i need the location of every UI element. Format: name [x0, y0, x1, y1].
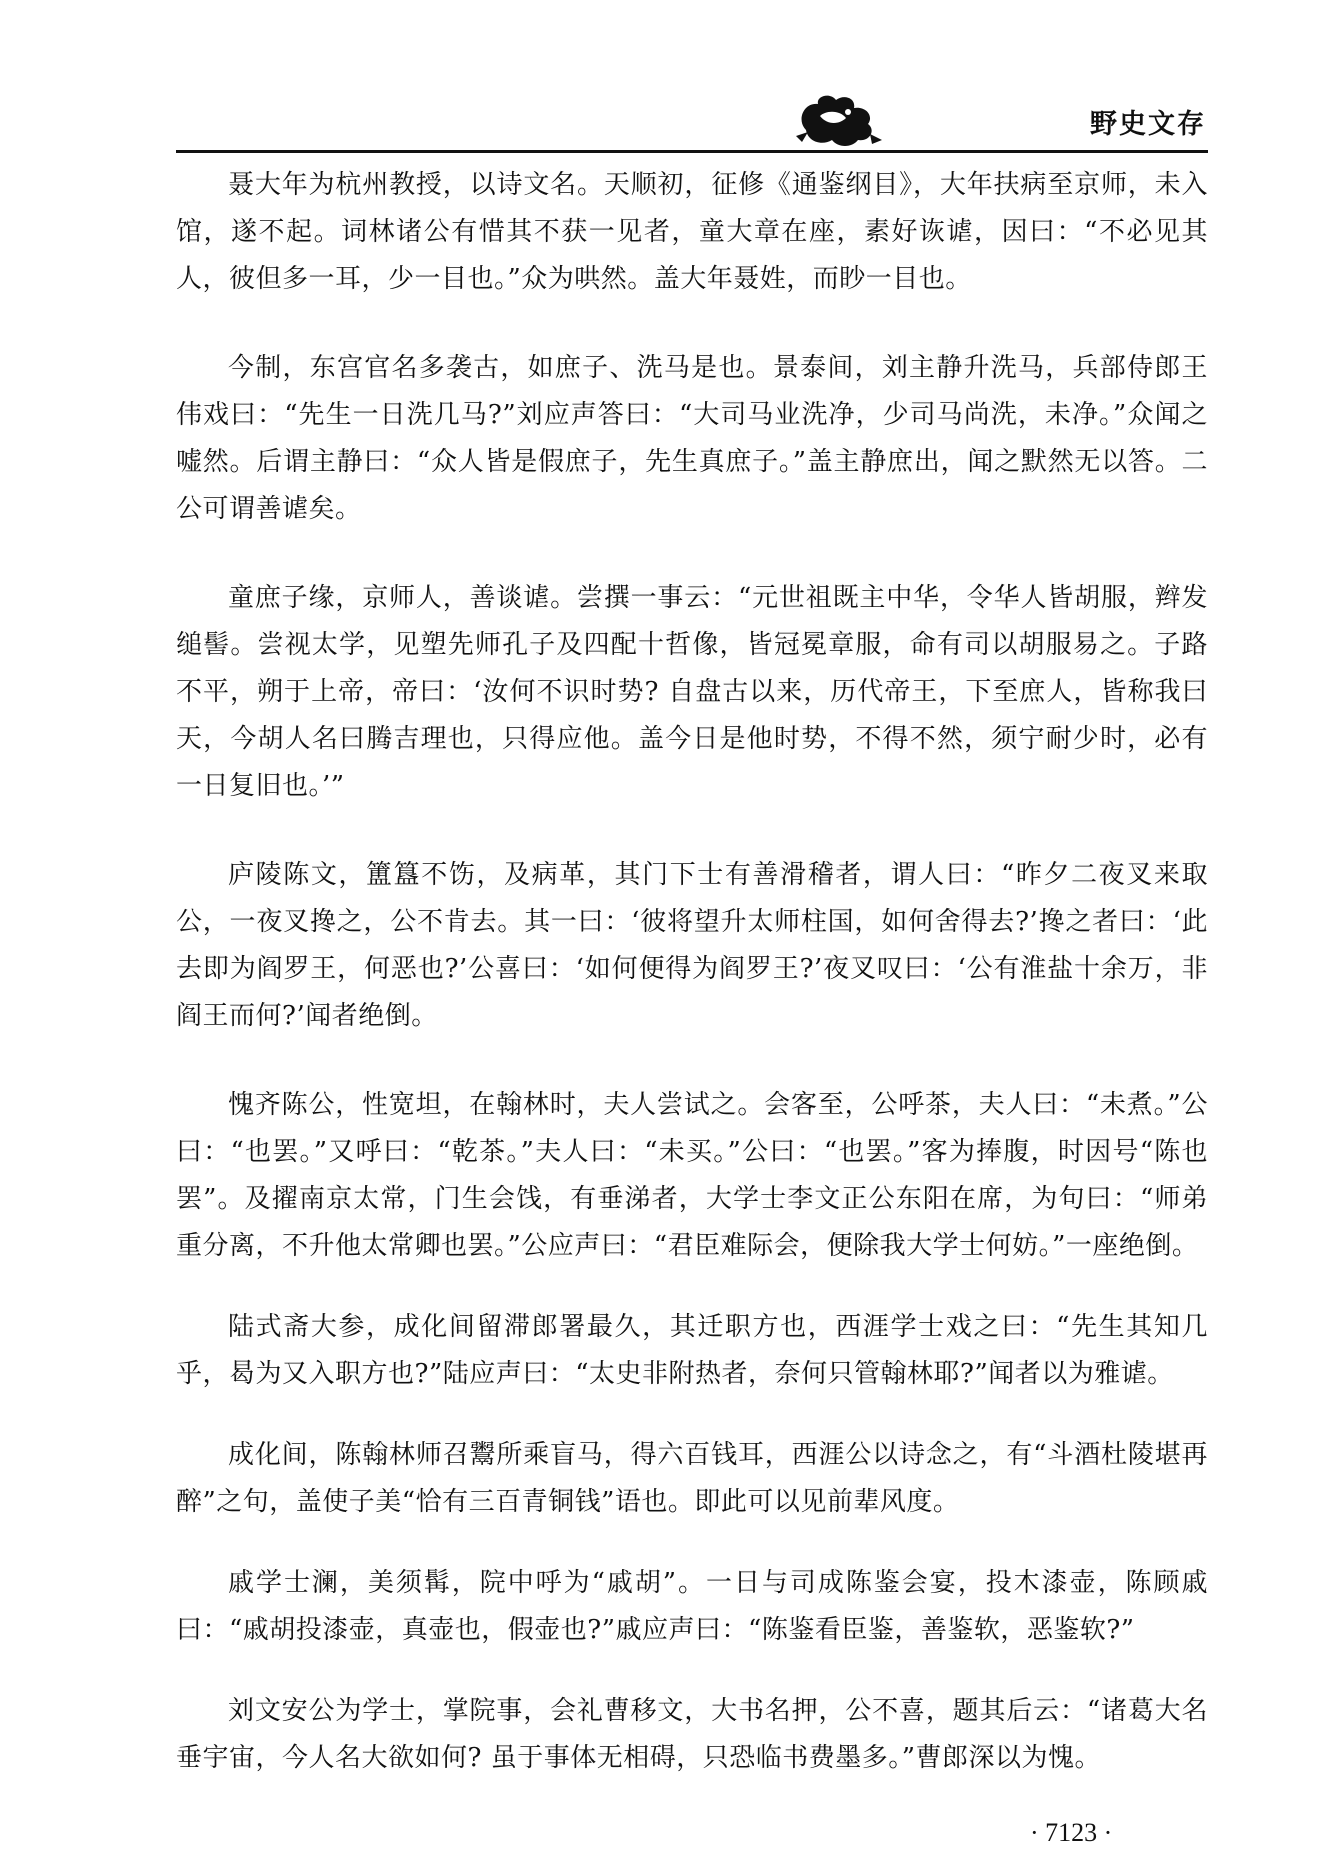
paragraph: 今制，东宫官名多袭古，如庶子、洗马是也。景泰间，刘主静升洗马，兵部侍郎王伟戏曰：“先生一日洗几马?”刘应声答曰：“大司马业洗净，少司马尚洗，未净。”众闻之嘘然。后谓主静曰：“众人皆是假庶子，先生真庶子。”盖主静庶出，闻之默然无以答。二公可谓善谑矣。 — [176, 353, 1208, 524]
page-header — [176, 90, 1206, 150]
dragon-emblem-icon — [786, 90, 886, 150]
paragraph: 聂大年为杭州教授，以诗文名。天顺初，征修《通鉴纲目》，大年扶病至京师，未入馆，遂不起。词林诸公有惜其不获一见者，童大章在座，素好诙谑，因曰：“不必见其人，彼但多一耳，少一目也。”众为哄然。盖大年聂姓，而眇一目也。 — [176, 170, 1208, 294]
paragraph: 刘文安公为学士，掌院事，会礼曹移文，大书名押，公不喜，题其后云：“诸葛大名垂宇宙，今人名大欲如何? 虽于事体无相碍，只恐临书费墨多。”曹郎深以为愧。 — [176, 1696, 1208, 1773]
paragraph: 庐陵陈文，簠簋不饬，及病革，其门下士有善滑稽者，谓人曰：“昨夕二夜叉来取公，一夜叉搀之，公不肯去。其一曰：‘彼将望升太师柱国，如何舍得去?’搀之者曰：‘此去即为阎罗王，何恶也?’公喜曰：‘如何便得为阎罗王?’夜叉叹曰：‘公有淮盐十余万，非阎王而何?’闻者绝倒。 — [176, 860, 1208, 1031]
paragraph: 愧齐陈公，性宽坦，在翰林时，夫人尝试之。会客至，公呼茶，夫人曰：“未煮。”公曰：“也罢。”又呼曰：“乾茶。”夫人曰：“未买。”公曰：“也罢。”客为捧腹，时因号“陈也罢”。及擢南京太常，门生会饯，有垂涕者，大学士李文正公东阳在席，为句曰：“师弟重分离，不升他太常卿也罢。”公应声曰：“君臣难际会，便除我大学士何妨。”一座绝倒。 — [176, 1090, 1208, 1261]
header-rule — [176, 150, 1208, 153]
paragraph: 陆式斋大参，成化间留滞郎署最久，其迁职方也，西涯学士戏之曰：“先生其知几乎，曷为又入职方也?”陆应声曰：“太史非附热者，奈何只管翰林耶?”闻者以为雅谑。 — [176, 1312, 1208, 1389]
page-number: · 7123 · — [1030, 1818, 1113, 1847]
paragraph: 童庶子缘，京师人，善谈谑。尝撰一事云：“元世祖既主中华，令华人皆胡服，辫发缒髻。尝视太学，见塑先师孔子及四配十哲像，皆冠冕章服，命有司以胡服易之。子路不平，朔于上帝，帝曰：‘汝何不识时势? 自盘古以来，历代帝王，下至庶人，皆称我曰天，今胡人名曰腾吉理也，只得应他。盖今日是他时势，不得不然，须宁耐少时，必有一日复旧也。’” — [176, 583, 1208, 801]
paragraph: 成化间，陈翰林师召鬻所乘盲马，得六百钱耳，西涯公以诗念之，有“斗酒杜陵堪再醉”之句，盖使子美“恰有三百青铜钱”语也。即此可以见前辈风度。 — [176, 1440, 1208, 1517]
text-body — [176, 162, 1208, 1816]
header-title: 野史文存 — [1090, 109, 1206, 140]
paragraph: 戚学士澜，美须髯，院中呼为“戚胡”。一日与司成陈鉴会宴，投木漆壶，陈顾戚曰：“戚胡投漆壶，真壶也，假壶也?”戚应声曰：“陈鉴看臣鉴，善鉴软，恶鉴软?” — [176, 1568, 1208, 1645]
